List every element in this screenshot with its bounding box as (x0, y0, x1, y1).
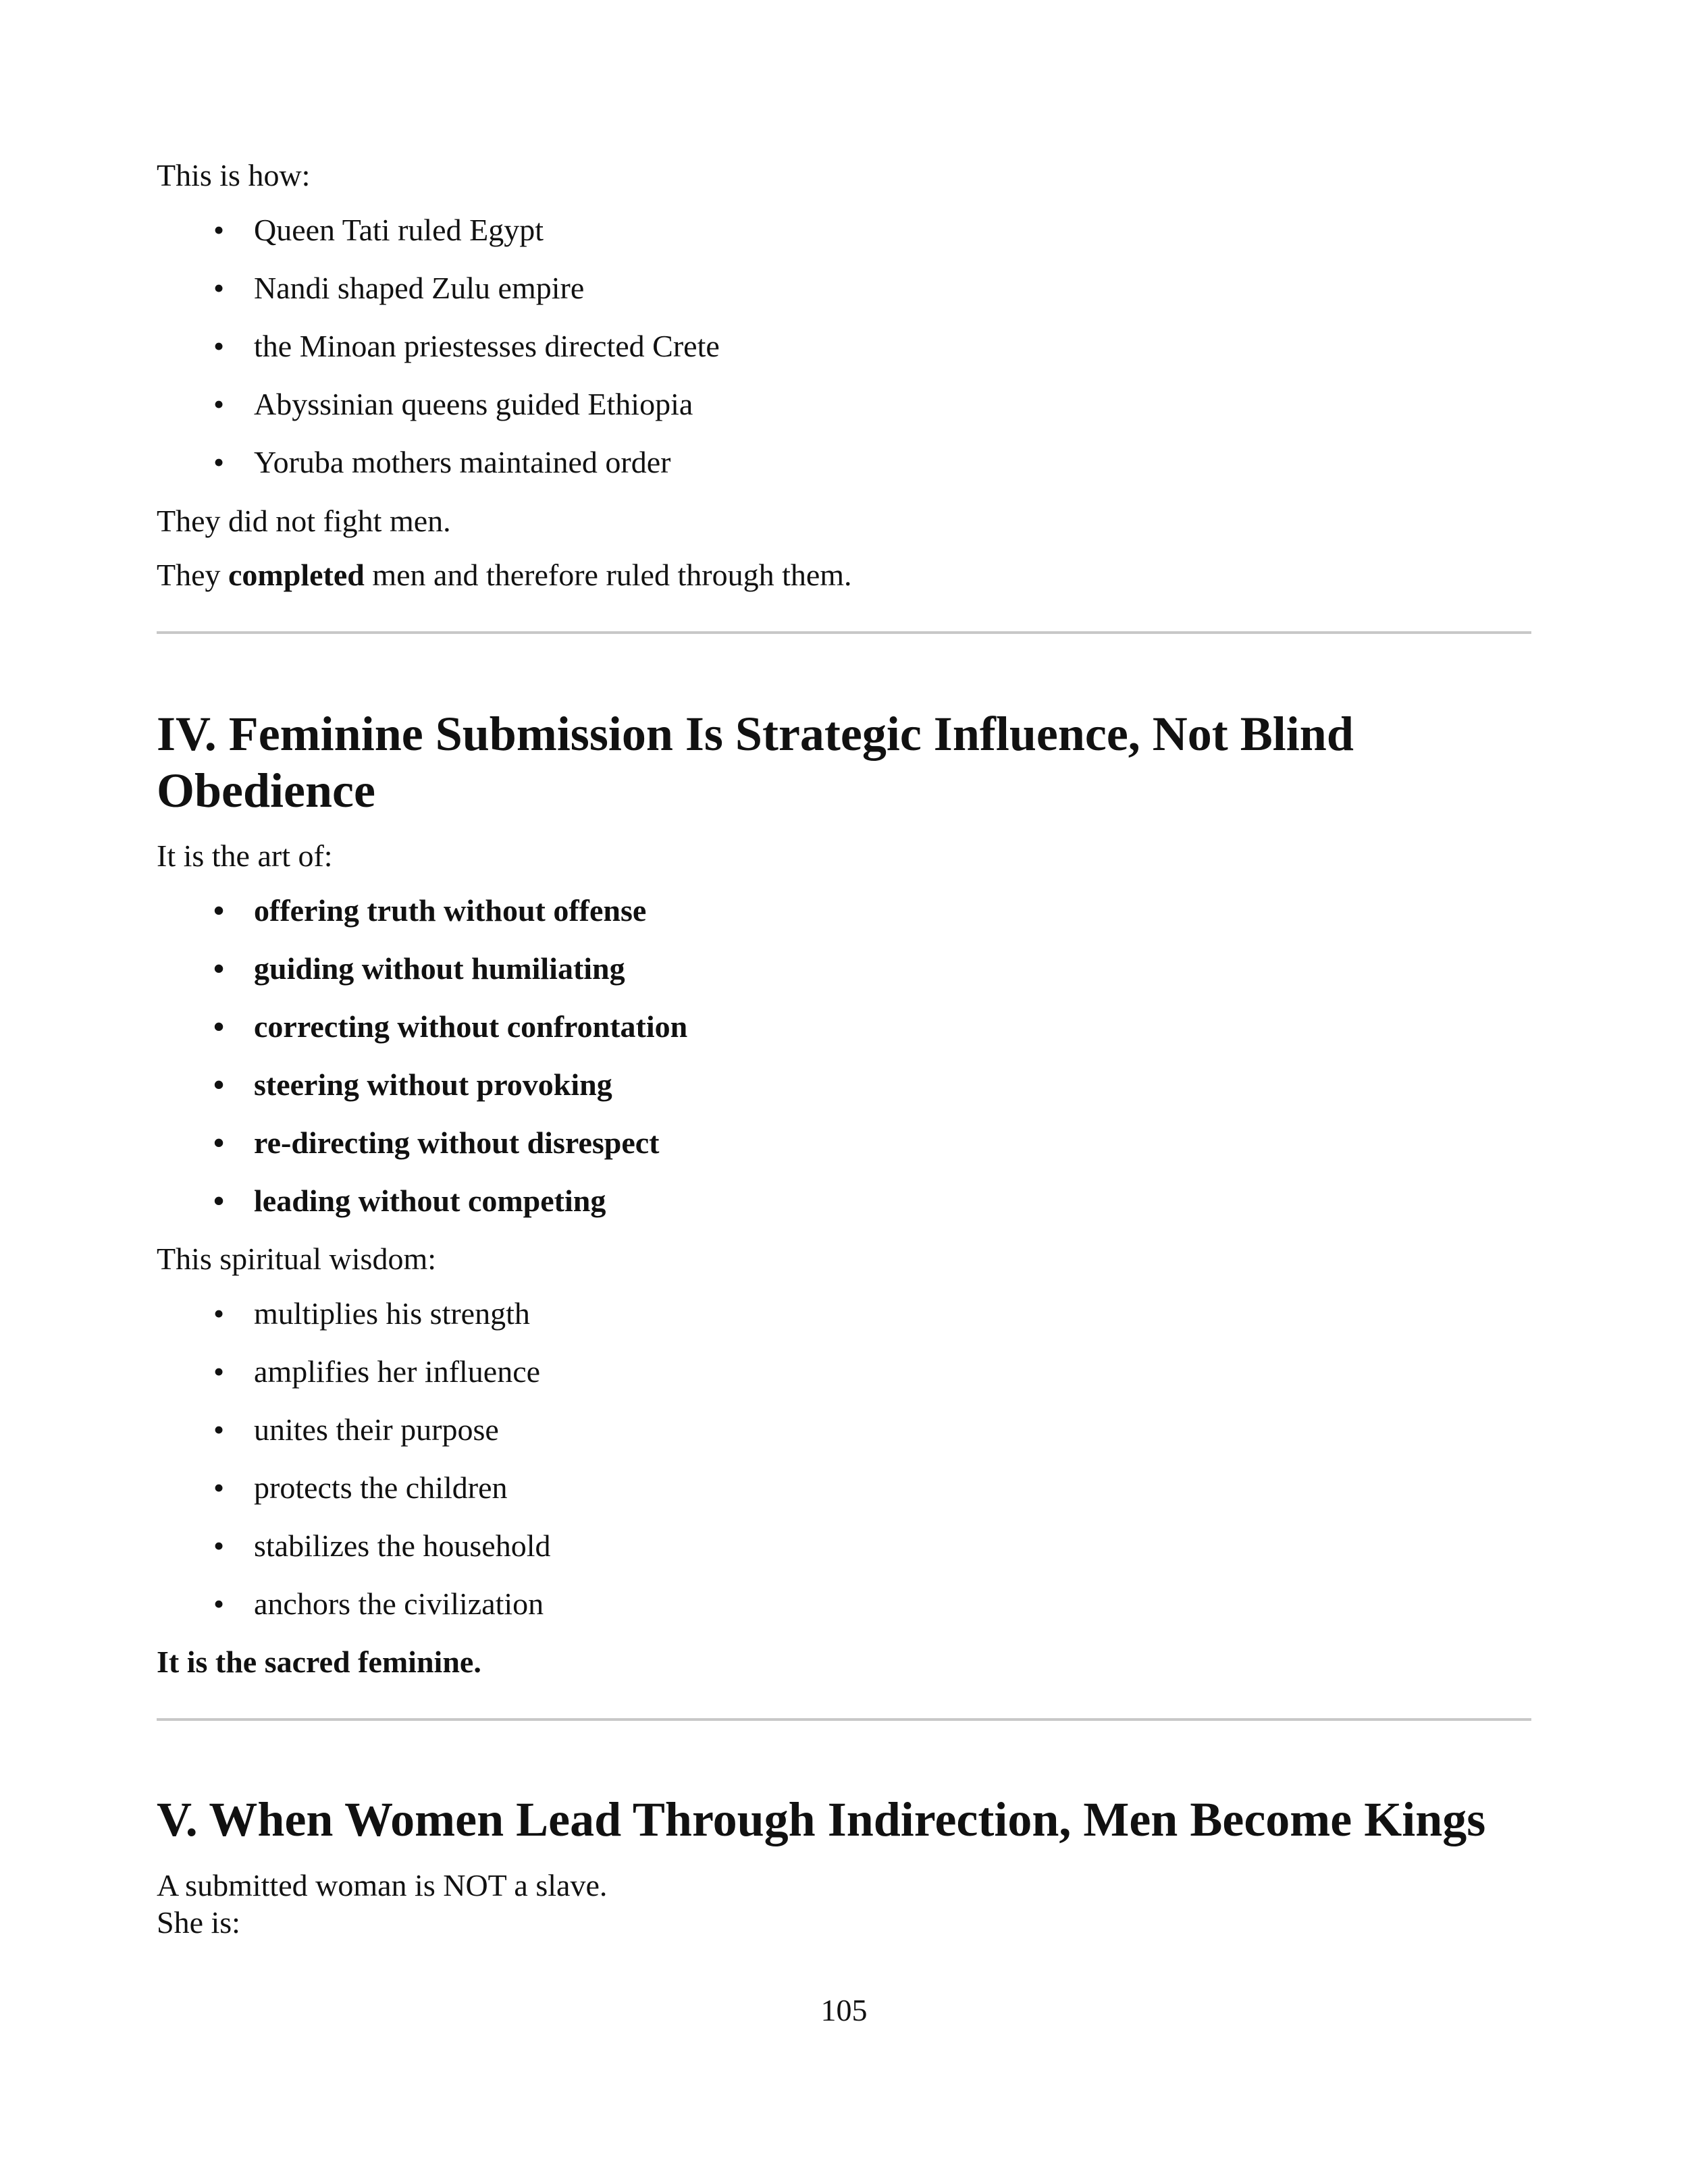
bullet-icon: • (213, 951, 225, 986)
section-divider (157, 631, 1531, 634)
bullet-icon: • (213, 445, 225, 479)
bullet-icon: • (213, 1354, 225, 1389)
bullet-icon: • (213, 329, 225, 363)
bullet-icon: • (213, 1412, 225, 1447)
bullet-icon: • (213, 1067, 225, 1102)
closing-text-post: men and therefore ruled through them. (364, 558, 852, 592)
section-iv-lead-2: This spiritual wisdom: (157, 1242, 436, 1276)
bullet-icon: • (213, 271, 225, 305)
section-v-heading: V. When Women Lead Through Indirection, Men Become Kings (157, 1792, 1486, 1846)
bullet-icon: • (213, 893, 225, 928)
section-v-line-2: She is: (157, 1905, 240, 1940)
bullet-icon: • (213, 1587, 225, 1621)
bullet-icon: • (213, 387, 225, 421)
bullet-icon: • (213, 213, 225, 247)
closing-text-pre: They (157, 558, 229, 592)
bullet-icon: • (213, 1470, 225, 1505)
intro-lead: This is how: (157, 158, 311, 192)
bullet-icon: • (213, 1125, 225, 1160)
bullet-icon: • (213, 1528, 225, 1563)
intro-closing-2 (157, 556, 852, 594)
section-iv-lead: It is the art of: (157, 838, 333, 873)
intro-closing-1: They did not fight men. (157, 504, 451, 538)
page-number: 105 (820, 1993, 868, 2027)
bullet-icon: • (213, 1183, 225, 1218)
closing-text-bold: completed (228, 558, 365, 592)
bullet-icon: • (213, 1009, 225, 1044)
bullet-icon: • (213, 1296, 225, 1331)
section-iv-heading-line-1: IV. Feminine Submission Is Strategic Influence, Not Blind (157, 707, 1354, 761)
section-divider (157, 1718, 1531, 1721)
section-iv-heading-line-2: Obedience (157, 764, 375, 818)
document-page: This is how: • Queen Tati ruled Egypt • Nandi shaped Zulu empire • the Minoan priestesses directed Crete • Abyssinian queens guided Ethiopia • Yoruba mothers maintained order They did not fight men. They completed men and therefore ruled through them. IV. Feminine Submission Is Strategic Influence, Not Blind Obedience It is the art of: • offering truth without offense • guiding without humiliating • correcting without confrontation • steering without provoking • re-directing without disrespect • leading without competing This spiritual wisdom: • multiplies his strength • amplifies her influence • unites their purpose • protects the children • stabilizes the household • anchors the civilization It is the sacred feminine. V. When Women Lead Through Indirection, Men Become Kings A submitted woman is NOT a slave. She is: 105 (0, 0, 1688, 2184)
section-v-line-1: A submitted woman is NOT a slave. (157, 1868, 608, 1902)
section-iv-closing: It is the sacred feminine. (157, 1645, 481, 1679)
